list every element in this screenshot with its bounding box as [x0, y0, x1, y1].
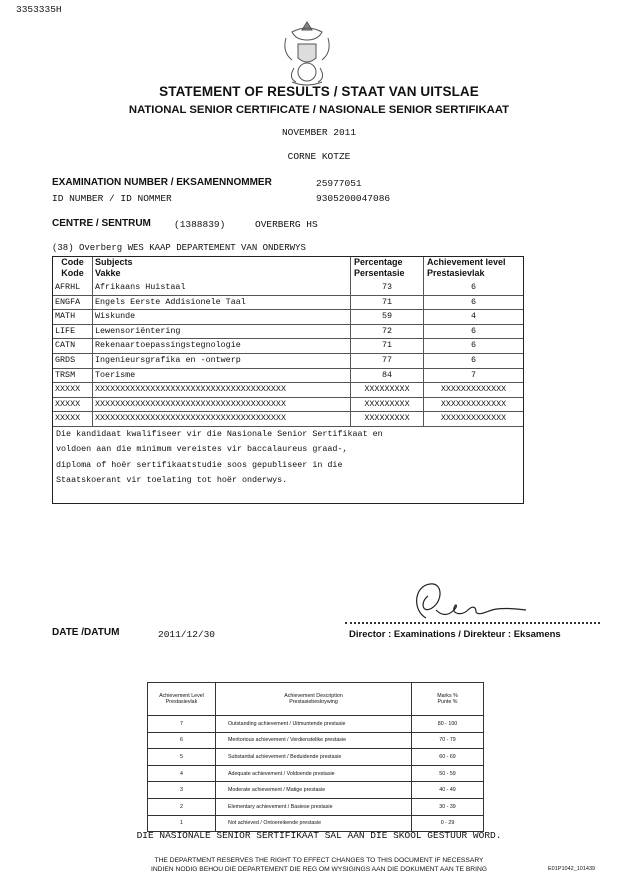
scale-level: 3 [148, 782, 216, 798]
scale-marks: 40 - 49 [439, 787, 456, 794]
achievement-level: XXXXXXXXXXXXX [440, 413, 507, 424]
subject-name: Rekenaartoepassingstegnologie [93, 339, 351, 353]
table-row [53, 281, 523, 295]
scale-description: Moderate achievement / Matige prestasie [216, 782, 412, 798]
exam-number-label: EXAMINATION NUMBER / EKSAMENNOMMER [52, 177, 272, 188]
scale-row [148, 748, 483, 765]
subject-percentage: 72 [351, 325, 424, 339]
scale-description: Elementary achievement / Basiese prestasie [216, 799, 412, 815]
subject-code: XXXXX [53, 398, 93, 412]
scale-header-marks: Marks % Punte % [437, 693, 458, 705]
header-subject: Subjects Vakke [93, 257, 351, 281]
subject-code: GRDS [53, 354, 93, 368]
table-row [53, 295, 523, 310]
subject-name: Ingenieursgrafika en -ontwerp [93, 354, 351, 368]
subject-code: TRSM [53, 369, 93, 383]
table-row [53, 368, 523, 383]
subject-name: Wiskunde [93, 310, 351, 324]
coat-of-arms-icon [278, 18, 336, 88]
achievement-level: 7 [470, 369, 477, 380]
subject-percentage: XXXXXXXXX [351, 398, 424, 412]
scale-marks: 70 - 79 [439, 737, 456, 744]
achievement-level: 6 [470, 354, 477, 365]
scale-level: 6 [148, 733, 216, 749]
document-code: E01P1042_101439 [548, 866, 596, 872]
scale-row [148, 765, 483, 782]
scale-header-description: Achievement Description Prestasiebeskrywing [216, 683, 412, 715]
table-row [53, 382, 523, 397]
subject-code: LIFE [53, 325, 93, 339]
exam-month: NOVEMBER 2011 [281, 127, 357, 138]
header-code: Code Kode [53, 257, 93, 281]
subject-name: Toerisme [93, 369, 351, 383]
scale-header-row [148, 683, 483, 715]
qualification-line: Staatskoerant vir toelating tot hoër onderwys. [56, 475, 288, 486]
subject-code: ENGFA [53, 296, 93, 310]
scale-marks: 0 - 29 [440, 820, 455, 827]
qualification-line: diploma of hoër sertifikaatstudie soos gepubliseer in die [56, 459, 343, 470]
director-signature [392, 580, 537, 626]
qualification-line: Die kandidaat kwalifiseer vir die Nasionale Senior Sertifikaat en [56, 428, 383, 439]
scale-description: Not achieved / Ontoereikende prestasie [216, 816, 412, 832]
centre-code: (1388839) [174, 219, 226, 230]
achievement-level: 6 [470, 325, 477, 336]
scale-description: Meritorious achievement / Verdienstelike prestasie [216, 733, 412, 749]
id-number-value: 9305200047086 [316, 193, 391, 204]
scale-level: 7 [148, 716, 216, 732]
subject-percentage: 59 [351, 310, 424, 324]
subject-code: XXXXX [53, 412, 93, 426]
scale-header-level: Achievement Level Prestasievlak [148, 683, 216, 715]
serial-number: 3353335H [16, 4, 62, 15]
achievement-scale-table [147, 682, 484, 832]
scale-marks: 30 - 39 [439, 803, 456, 810]
scale-description: Substantial achievement / Beduidende prestasie [216, 749, 412, 765]
centre-name: OVERBERG HS [255, 219, 318, 230]
achievement-level: XXXXXXXXXXXXX [440, 398, 507, 409]
date-label: DATE /DATUM [52, 627, 120, 638]
subject-code: AFRHL [53, 281, 93, 295]
subject-percentage: 73 [351, 281, 424, 295]
id-number-label: ID NUMBER / ID NOMMER [52, 193, 172, 204]
footer-line-afrikaans: INDIEN NODIG BEHOU DIE DEPARTEMENT DIE REG OM WYSIGINGS AAN DIE DOKUMENT AAN TE BRING [150, 866, 488, 873]
scale-description: Outstanding achievement / Uitmuntende prestasie [216, 716, 412, 732]
scale-level: 5 [148, 749, 216, 765]
header-percentage: Percentage Persentasie [351, 257, 424, 281]
scale-level: 2 [148, 799, 216, 815]
subject-code: MATH [53, 310, 93, 324]
table-row [53, 309, 523, 324]
achievement-level: 6 [470, 282, 477, 292]
table-row [53, 353, 523, 368]
signature-line [345, 622, 600, 624]
achievement-level: 4 [470, 311, 477, 322]
table-row [53, 324, 523, 339]
subject-percentage: 84 [351, 369, 424, 383]
subject-name: XXXXXXXXXXXXXXXXXXXXXXXXXXXXXXXXXXXXXX [93, 412, 351, 426]
subject-code: CATN [53, 339, 93, 353]
scale-marks: 50 - 59 [439, 770, 456, 777]
scale-row [148, 815, 483, 832]
scale-row [148, 798, 483, 815]
subject-name: Lewensoriëntering [93, 325, 351, 339]
table-row [53, 411, 523, 426]
subject-percentage: 71 [351, 339, 424, 353]
qualification-statement [53, 426, 523, 503]
achievement-level: XXXXXXXXXXXXX [440, 384, 507, 395]
achievement-level: 6 [470, 296, 477, 307]
scale-row [148, 732, 483, 749]
date-value: 2011/12/30 [158, 629, 216, 640]
subject-percentage: 77 [351, 354, 424, 368]
director-title: Director : Examinations / Direkteur : Eksamens [349, 629, 561, 640]
footer-line-english: THE DEPARTMENT RESERVES THE RIGHT TO EFFECT CHANGES TO THIS DOCUMENT IF NECESSARY [154, 857, 484, 864]
results-table [52, 256, 524, 504]
table-row [53, 338, 523, 353]
district-line: (38) Overberg WES KAAP DEPARTEMENT VAN ONDERWYS [52, 243, 306, 253]
subject-code: XXXXX [53, 383, 93, 397]
centre-label: CENTRE / SENTRUM [52, 218, 151, 229]
table-row [53, 397, 523, 412]
subject-name: Engels Eerste Addisionele Taal [93, 296, 351, 310]
exam-number-value: 25977051 [316, 178, 362, 189]
header-level: Achievement level Prestasievlak [427, 257, 506, 278]
results-header-row [53, 257, 523, 281]
subject-percentage: XXXXXXXXX [351, 383, 424, 397]
subject-percentage: XXXXXXXXX [351, 412, 424, 426]
scale-row [148, 715, 483, 732]
document-subtitle: NATIONAL SENIOR CERTIFICATE / NASIONALE SENIOR SERTIFIKAAT [128, 104, 510, 116]
footer-disclaimer [0, 856, 638, 874]
qualification-line: voldoen aan die minimum vereistes vir baccalaureus graad-, [56, 444, 348, 455]
scale-marks: 80 - 100 [437, 720, 458, 727]
candidate-name: CORNE KOTZE [287, 151, 351, 162]
scale-row [148, 781, 483, 798]
dispatch-notice: DIE NASIONALE SENIOR SERTIFIKAAT SAL AAN DIE SKOOL GESTUUR WORD. [136, 830, 502, 841]
scale-level: 4 [148, 766, 216, 782]
subject-percentage: 71 [351, 296, 424, 310]
subject-name: XXXXXXXXXXXXXXXXXXXXXXXXXXXXXXXXXXXXXX [93, 383, 351, 397]
achievement-level: 6 [470, 340, 477, 351]
scale-marks: 60 - 69 [439, 753, 456, 760]
scale-description: Adequate achievement / Voldoende prestasie [216, 766, 412, 782]
document-title: STATEMENT OF RESULTS / STAAT VAN UITSLAE [159, 84, 479, 99]
subject-name: Afrikaans Huistaal [93, 281, 351, 295]
scale-level: 1 [148, 816, 216, 832]
subject-name: XXXXXXXXXXXXXXXXXXXXXXXXXXXXXXXXXXXXXX [93, 398, 351, 412]
